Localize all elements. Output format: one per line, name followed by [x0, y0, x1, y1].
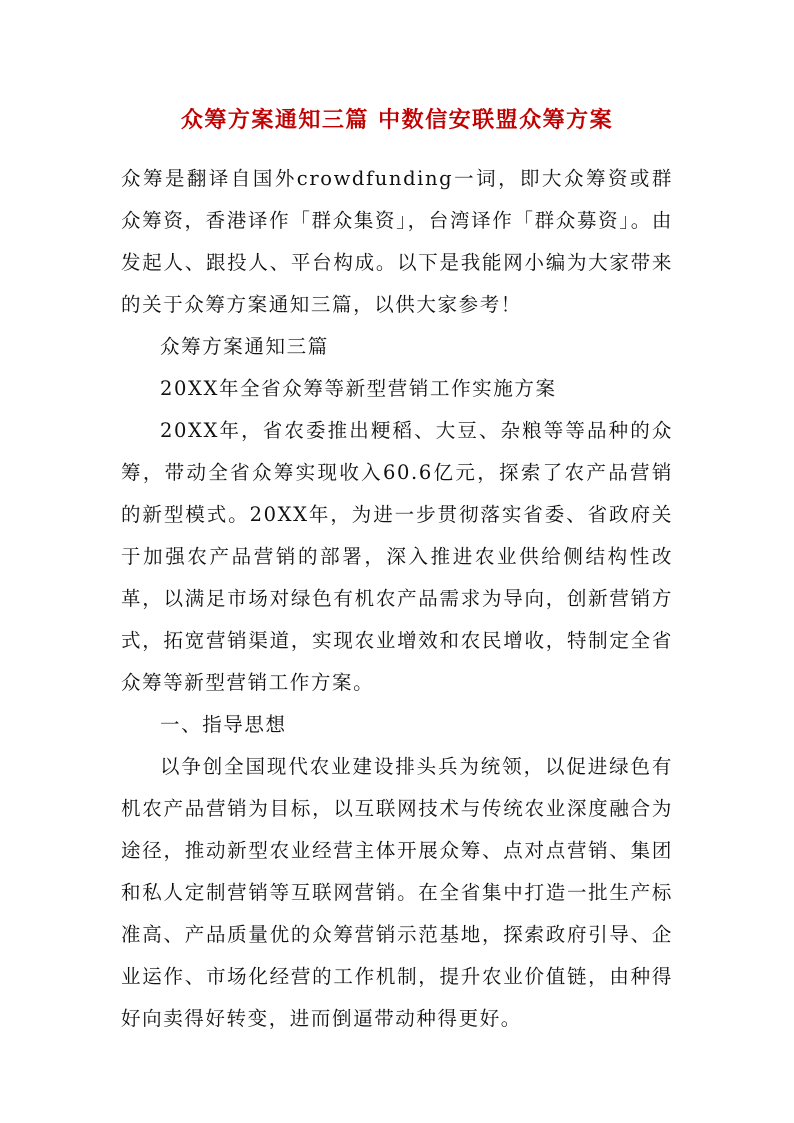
document-title: 众筹方案通知三篇 中数信安联盟众筹方案	[180, 107, 614, 133]
plan-title: 20XX年全省众筹等新型营销工作实施方案	[160, 377, 557, 400]
intro-paragraph: 众筹是翻译自国外crowdfunding一词，即大众筹资或群众筹资，香港译作「群众集资」，台湾译作「群众募资」。由发起人、跟投人、平台构成。以下是我能网小编为大家带来的关于众筹方案通知三篇，以供大家参考！	[121, 167, 673, 316]
body-paragraph: 以争创全国现代农业建设排头兵为统领，以促进绿色有机农产品营销为目标，以互联网技术与传统农业深度融合为途径，推动新型农业经营主体开展众筹、点对点营销、集团和私人定制营销等互联网营销。在全省集中打造一批生产标准高、产品质量优的众筹营销示范基地，探索政府引导、企业运作、市场化经营的工作机制，提升农业价值链，由种得好向卖得好转变，进而倒逼带动种得更好。	[121, 755, 673, 1030]
body-paragraph: 20XX年，省农委推出粳稻、大豆、杂粮等等品种的众筹，带动全省众筹实现收入60.6亿元，探索了农产品营销的新型模式。20XX年，为进一步贯彻落实省委、省政府关于加强农产品营销的部署，深入推进农业供给侧结构性改革，以满足市场对绿色有机农产品需求为导向，创新营销方式，拓宽营销渠道，实现农业增效和农民增收，特制定全省众筹等新型营销工作方案。	[121, 419, 673, 694]
section-heading: 众筹方案通知三篇	[160, 335, 329, 358]
document-body	[121, 158, 673, 1040]
subsection-heading: 一、指导思想	[160, 713, 287, 736]
